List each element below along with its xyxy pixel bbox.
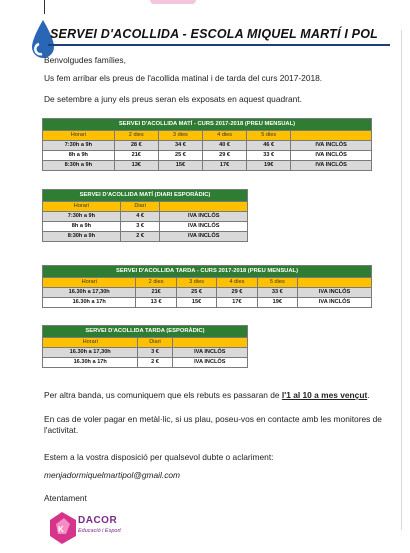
cell: IVA INCLÓS xyxy=(298,298,372,308)
cell: 2 € xyxy=(138,358,172,368)
cell: 19€ xyxy=(257,298,297,308)
contact-email[interactable]: menjadormiquelmartipol@gmail.com xyxy=(44,470,181,480)
svg-text:K: K xyxy=(58,525,64,534)
intro-line-1: Us fem arribar els preus de l'acollida matinal i de tarda del curs 2017-2018. xyxy=(44,73,323,83)
cell: 17€ xyxy=(217,298,257,308)
greeting: Benvolgudes famílies, xyxy=(44,55,126,65)
cell: IVA INCLÓS xyxy=(172,348,247,358)
cell: IVA INCLÓS xyxy=(298,288,372,298)
cell: 16.30h a 17h xyxy=(43,358,138,368)
col-header: 3 dies xyxy=(158,131,202,141)
col-header: Horari xyxy=(43,278,136,288)
cell: 40 € xyxy=(202,141,246,151)
table-row xyxy=(43,298,372,308)
cash-paragraph: En cas de voler pagar en metàl·lic, si us plau, poseu-vos en contacte amb les monitores de l'activitat. xyxy=(44,414,382,435)
cell: 33 € xyxy=(247,151,291,161)
cell: IVA INCLÓS xyxy=(160,212,248,222)
col-header xyxy=(291,131,372,141)
cell: IVA INCLÓS xyxy=(172,358,247,368)
col-header xyxy=(298,278,372,288)
col-header: Horari xyxy=(43,338,138,348)
cell: 8h a 9h xyxy=(43,151,115,161)
cell: 16.30h a 17,30h xyxy=(43,288,136,298)
page-title: SERVEI D'ACOLLIDA - ESCOLA MIQUEL MARTÍ I POL xyxy=(50,27,378,41)
cell: 8:30h a 9h xyxy=(43,161,115,171)
cell: 16.30h a 17,30h xyxy=(43,348,138,358)
cell: IVA INCLÓS xyxy=(291,161,372,171)
cell: 46 € xyxy=(247,141,291,151)
table-title: SERVEI D'ACOLLIDA TARDA - CURS 2017-2018 (PREU MENSUAL) xyxy=(43,266,372,278)
title-underline xyxy=(48,44,390,46)
col-header: 5 dies xyxy=(247,131,291,141)
cell: 21€ xyxy=(114,151,158,161)
table-row xyxy=(43,222,248,232)
cell: 16.30h a 17h xyxy=(43,298,136,308)
table-row xyxy=(43,151,372,161)
col-header: 4 dies xyxy=(202,131,246,141)
cell: 29 € xyxy=(202,151,246,161)
cell: 33 € xyxy=(257,288,297,298)
table-row xyxy=(43,161,372,171)
cell: 3 € xyxy=(138,348,172,358)
cell: 7:30h a 9h xyxy=(43,141,115,151)
col-header: 3 dies xyxy=(176,278,216,288)
cell: 15€ xyxy=(176,298,216,308)
table-title: SERVEI D'ACOLLIDA MATÍ - CURS 2017-2018 (PREU MENSUAL) xyxy=(43,119,372,131)
table-morning-monthly xyxy=(42,118,372,171)
intro-line-2: De setembre a juny els preus seran els exposats en aquest quadrant. xyxy=(44,94,302,104)
cell: IVA INCLÓS xyxy=(160,232,248,242)
table-row xyxy=(43,358,248,368)
table-morning-sporadic xyxy=(42,189,248,242)
cell: 25 € xyxy=(176,288,216,298)
decorative-mark xyxy=(150,0,196,4)
col-header: 4 dies xyxy=(217,278,257,288)
table-row xyxy=(43,288,372,298)
col-header: Horari xyxy=(43,131,115,141)
cell: 17€ xyxy=(202,161,246,171)
cell: IVA INCLÓS xyxy=(160,222,248,232)
cell: 13 € xyxy=(136,298,176,308)
table-afternoon-monthly xyxy=(42,265,372,308)
logo-name: DACOR xyxy=(78,515,118,526)
table-afternoon-sporadic xyxy=(42,325,248,368)
cell: 4 € xyxy=(120,212,160,222)
col-header: 2 dies xyxy=(136,278,176,288)
receipts-text: Per altra banda, us comuniquem que els rebuts es passaran de xyxy=(44,390,282,400)
cell: 2 € xyxy=(120,232,160,242)
cell: IVA INCLÓS xyxy=(291,151,372,161)
cell: 13€ xyxy=(114,161,158,171)
table-row xyxy=(43,348,248,358)
cell: 29 € xyxy=(217,288,257,298)
col-header: 2 dies xyxy=(114,131,158,141)
col-header xyxy=(172,338,247,348)
margin-line xyxy=(401,30,402,530)
table-title: SERVEI D'ACOLLIDA MATÍ (DIARI ESPORÀDIC) xyxy=(43,190,248,202)
cell: 15€ xyxy=(158,161,202,171)
cell: 8:30h a 9h xyxy=(43,232,121,242)
table-row xyxy=(43,232,248,242)
cell: 7:30h a 9h xyxy=(43,212,121,222)
cell: 19€ xyxy=(247,161,291,171)
cell: 34 € xyxy=(158,141,202,151)
cell: 21€ xyxy=(136,288,176,298)
col-header: Horari xyxy=(43,202,121,212)
col-header: 5 dies xyxy=(257,278,297,288)
contact-paragraph: Estem a la vostra disposició per qualsevol dubte o aclariment: xyxy=(44,452,274,462)
col-header xyxy=(160,202,248,212)
table-title: SERVEI D'ACOLLIDA TARDA (ESPORÀDIC) xyxy=(43,326,248,338)
logo-tagline: Educació i Esport xyxy=(78,528,121,534)
receipts-date-emphasis: l'1 al 10 a mes vençut xyxy=(281,390,368,400)
cell: 3 € xyxy=(120,222,160,232)
receipts-paragraph xyxy=(44,390,370,400)
cursor-mark xyxy=(44,0,45,14)
table-row xyxy=(43,141,372,151)
cell: 8h a 9h xyxy=(43,222,121,232)
closing-text: Atentament xyxy=(44,493,87,503)
cell: 25 € xyxy=(158,151,202,161)
col-header: Diari xyxy=(138,338,172,348)
cell: 28 € xyxy=(114,141,158,151)
receipts-end: . xyxy=(367,390,370,400)
cell: IVA INCLÓS xyxy=(291,141,372,151)
col-header: Diari xyxy=(120,202,160,212)
table-row xyxy=(43,212,248,222)
